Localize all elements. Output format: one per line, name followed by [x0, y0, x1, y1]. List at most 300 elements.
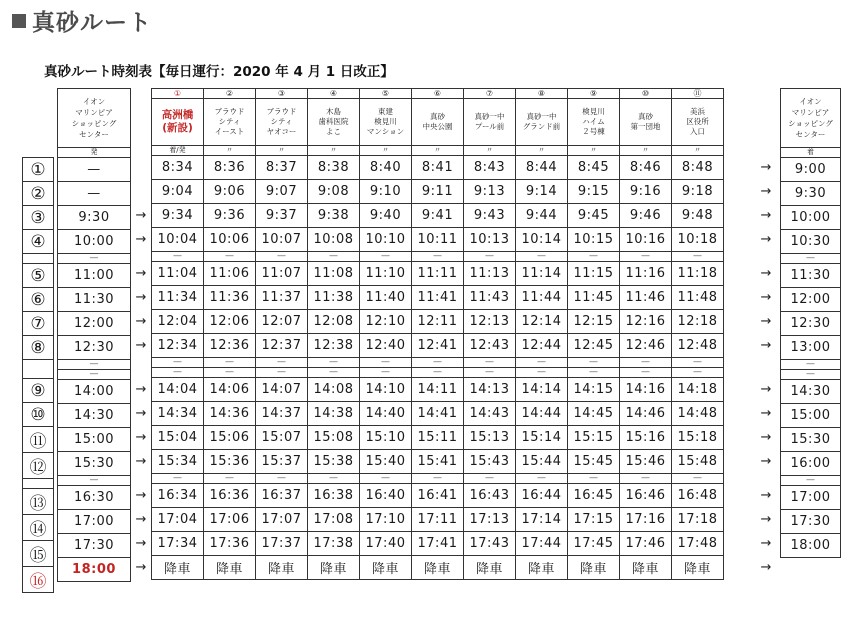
stop-name: 美浜 区役所 入口	[672, 99, 724, 146]
separator-cell: —	[781, 476, 841, 486]
time-cell: 14:45	[568, 402, 620, 426]
time-cell: 12:16	[620, 310, 672, 334]
separator-row	[152, 368, 724, 378]
time-cell: 9:15	[568, 180, 620, 204]
stop-note: 〃	[464, 146, 516, 156]
arrow-to-arrival: →	[760, 536, 772, 551]
departure-note-row	[58, 148, 131, 158]
departure-row	[58, 510, 131, 534]
time-cell: 12:37	[256, 334, 308, 358]
time-cell: 12:44	[516, 334, 568, 358]
stop-name: ブラウド シティ イースト	[204, 99, 256, 146]
stop-note: 〃	[568, 146, 620, 156]
time-cell: 11:46	[620, 286, 672, 310]
departure-time: 17:00	[58, 510, 131, 534]
time-cell: 12:41	[412, 334, 464, 358]
time-cell: 14:37	[256, 402, 308, 426]
time-cell: 15:07	[256, 426, 308, 450]
arrival-time: 9:00	[781, 158, 841, 182]
separator-cell: —	[256, 252, 308, 262]
stop-note: 〃	[360, 146, 412, 156]
time-cell: 15:16	[620, 426, 672, 450]
arrow-to-arrival: →	[760, 406, 772, 421]
time-cell: 11:15	[568, 262, 620, 286]
trip-number-gap	[23, 360, 54, 370]
time-cell: 11:10	[360, 262, 412, 286]
stop-number-row	[152, 89, 724, 99]
time-cell: 降車	[516, 556, 568, 580]
time-cell: 降車	[568, 556, 620, 580]
stop-number: ①	[152, 89, 204, 99]
separator-cell: —	[672, 358, 724, 368]
stop-note: 〃	[204, 146, 256, 156]
time-cell: 17:04	[152, 508, 204, 532]
separator-cell: —	[360, 474, 412, 484]
time-cell: 9:48	[672, 204, 724, 228]
time-cell: 17:46	[620, 532, 672, 556]
trip-number: ⑤	[23, 264, 54, 288]
separator-cell: —	[464, 368, 516, 378]
time-cell: 11:38	[308, 286, 360, 310]
time-cell: 8:43	[464, 156, 516, 180]
trip-number-row	[23, 206, 54, 230]
trip-row	[152, 228, 724, 252]
time-cell: 10:15	[568, 228, 620, 252]
separator-cell: —	[516, 474, 568, 484]
arrival-name-row	[781, 89, 841, 148]
time-cell: 16:37	[256, 484, 308, 508]
time-cell: 15:15	[568, 426, 620, 450]
arrow-to-arrival: →	[760, 160, 772, 175]
trip-number: ④	[23, 230, 54, 254]
time-cell: 15:14	[516, 426, 568, 450]
time-cell: 11:04	[152, 262, 204, 286]
departure-row	[58, 336, 131, 360]
time-cell: 17:13	[464, 508, 516, 532]
time-cell: 降車	[256, 556, 308, 580]
time-cell: 11:36	[204, 286, 256, 310]
trip-number-row	[23, 489, 54, 515]
departure-time: 15:30	[58, 452, 131, 476]
stop-name: 真砂 第一団地	[620, 99, 672, 146]
time-cell: 12:38	[308, 334, 360, 358]
square-bullet-icon	[12, 14, 26, 28]
separator-cell: —	[256, 368, 308, 378]
separator-cell: —	[672, 368, 724, 378]
trip-number-gap	[23, 369, 54, 379]
time-cell: 17:15	[568, 508, 620, 532]
time-cell: 8:48	[672, 156, 724, 180]
separator-cell: —	[568, 252, 620, 262]
departure-row	[58, 288, 131, 312]
trip-row	[152, 378, 724, 402]
time-cell: 14:07	[256, 378, 308, 402]
separator-cell: —	[256, 358, 308, 368]
arrival-time: 10:00	[781, 206, 841, 230]
time-cell: 8:41	[412, 156, 464, 180]
separator-cell: —	[204, 358, 256, 368]
time-cell: 12:13	[464, 310, 516, 334]
departure-row	[58, 206, 131, 230]
time-cell: 14:38	[308, 402, 360, 426]
arrival-time: 15:00	[781, 404, 841, 428]
trip-number: ③	[23, 206, 54, 230]
time-cell: 11:18	[672, 262, 724, 286]
time-cell: 14:15	[568, 378, 620, 402]
arrival-time: 17:30	[781, 510, 841, 534]
trip-row	[152, 204, 724, 228]
stop-number: ③	[256, 89, 308, 99]
arrow-to-arrival: →	[760, 382, 772, 397]
arrival-time: 18:00	[781, 534, 841, 558]
arrow-after-last-stop: →	[760, 560, 772, 575]
separator-cell: —	[516, 252, 568, 262]
time-cell: 10:13	[464, 228, 516, 252]
departure-time: 9:30	[58, 206, 131, 230]
arrival-row	[781, 158, 841, 182]
trip-number: ⑭	[23, 515, 54, 541]
trip-number: ⑯	[23, 567, 54, 593]
departure-time: 12:30	[58, 336, 131, 360]
time-cell: 14:11	[412, 378, 464, 402]
trip-number-row	[23, 515, 54, 541]
arrow-to-first-stop: →	[135, 430, 147, 445]
time-cell: 9:16	[620, 180, 672, 204]
arrival-row	[781, 558, 841, 582]
separator-row	[58, 254, 131, 264]
trip-number-row	[23, 288, 54, 312]
time-cell: 15:44	[516, 450, 568, 474]
stop-name: 木島 歯科医院 よこ	[308, 99, 360, 146]
trip-row	[152, 180, 724, 204]
time-cell: 12:34	[152, 334, 204, 358]
departure-time: —	[58, 182, 131, 206]
time-cell: 12:07	[256, 310, 308, 334]
trip-number-gap	[23, 254, 54, 264]
separator-cell: —	[308, 368, 360, 378]
separator-cell: —	[152, 358, 204, 368]
separator-row	[781, 370, 841, 380]
time-cell: 11:06	[204, 262, 256, 286]
arrival-time: 16:00	[781, 452, 841, 476]
stop-note: 〃	[620, 146, 672, 156]
arrow-to-first-stop: →	[135, 488, 147, 503]
time-cell: 16:46	[620, 484, 672, 508]
time-cell: 14:06	[204, 378, 256, 402]
separator-row	[152, 474, 724, 484]
departure-row	[58, 404, 131, 428]
separator-cell: —	[464, 252, 516, 262]
time-cell: 降車	[464, 556, 516, 580]
time-cell: 10:08	[308, 228, 360, 252]
arrow-to-first-stop: →	[135, 314, 147, 329]
arrow-to-first-stop: →	[135, 560, 147, 575]
departure-time: —	[58, 158, 131, 182]
time-cell: 降車	[412, 556, 464, 580]
time-cell: 16:36	[204, 484, 256, 508]
trip-row	[152, 334, 724, 358]
departure-row	[58, 380, 131, 404]
time-cell: 9:46	[620, 204, 672, 228]
separator-cell: —	[256, 474, 308, 484]
stop-name: 真砂一中 グランド前	[516, 99, 568, 146]
time-cell: 14:36	[204, 402, 256, 426]
separator-cell: —	[58, 370, 131, 380]
time-cell: 14:43	[464, 402, 516, 426]
separator-cell: —	[568, 474, 620, 484]
departure-row	[58, 452, 131, 476]
time-cell: 10:18	[672, 228, 724, 252]
separator-row	[152, 252, 724, 262]
time-cell: 9:41	[412, 204, 464, 228]
separator-cell: —	[620, 252, 672, 262]
time-cell: 10:14	[516, 228, 568, 252]
time-cell: 16:48	[672, 484, 724, 508]
departure-time: 16:30	[58, 486, 131, 510]
separator-row	[152, 358, 724, 368]
departure-time: 14:00	[58, 380, 131, 404]
time-cell: 9:11	[412, 180, 464, 204]
separator-cell: —	[58, 254, 131, 264]
time-cell: 15:34	[152, 450, 204, 474]
arrival-row	[781, 336, 841, 360]
time-cell: 17:06	[204, 508, 256, 532]
stop-number: ⑥	[412, 89, 464, 99]
time-cell: 14:46	[620, 402, 672, 426]
time-cell: 17:14	[516, 508, 568, 532]
stop-name: 高洲橋 (新設)	[152, 99, 204, 146]
stop-number: ②	[204, 89, 256, 99]
trip-number: ⑦	[23, 312, 54, 336]
time-cell: 17:45	[568, 532, 620, 556]
departure-time: 18:00	[58, 558, 131, 582]
arrow-to-first-stop: →	[135, 406, 147, 421]
separator-cell: —	[781, 254, 841, 264]
time-cell: 12:15	[568, 310, 620, 334]
separator-row	[58, 476, 131, 486]
time-cell: 9:04	[152, 180, 204, 204]
time-cell: 15:11	[412, 426, 464, 450]
departure-column	[57, 88, 131, 582]
time-cell: 11:45	[568, 286, 620, 310]
stop-note: 〃	[672, 146, 724, 156]
trip-row	[152, 262, 724, 286]
arrow-to-arrival: →	[760, 512, 772, 527]
arrival-time: 10:30	[781, 230, 841, 254]
arrival-row	[781, 404, 841, 428]
time-cell: 14:34	[152, 402, 204, 426]
time-cell: 11:43	[464, 286, 516, 310]
separator-cell: —	[672, 474, 724, 484]
time-cell: 9:10	[360, 180, 412, 204]
time-cell: 15:46	[620, 450, 672, 474]
time-cell: 12:45	[568, 334, 620, 358]
separator-cell: —	[516, 358, 568, 368]
trip-row	[152, 426, 724, 450]
time-cell: 14:18	[672, 378, 724, 402]
time-cell: 14:14	[516, 378, 568, 402]
time-cell: 17:48	[672, 532, 724, 556]
time-cell: 12:10	[360, 310, 412, 334]
trip-number-row	[23, 336, 54, 360]
trip-row	[152, 286, 724, 310]
departure-row	[58, 534, 131, 558]
separator-row	[58, 360, 131, 370]
trip-number-row	[23, 379, 54, 403]
stop-note: 着/発	[152, 146, 204, 156]
time-cell: 11:13	[464, 262, 516, 286]
time-cell: 12:48	[672, 334, 724, 358]
separator-cell: —	[781, 360, 841, 370]
trip-number-row	[23, 182, 54, 206]
stop-name: 東建 検見川 マンション	[360, 99, 412, 146]
arrival-row	[781, 230, 841, 254]
departure-name: イオン マリンピア ショッピング センター	[58, 89, 131, 148]
time-cell: 降車	[672, 556, 724, 580]
separator-cell: —	[204, 252, 256, 262]
stop-number: ⑤	[360, 89, 412, 99]
time-cell: 9:40	[360, 204, 412, 228]
time-cell: 11:11	[412, 262, 464, 286]
arrow-to-first-stop: →	[135, 266, 147, 281]
time-cell: 12:46	[620, 334, 672, 358]
arrival-time: 15:30	[781, 428, 841, 452]
trip-number-column	[22, 157, 54, 593]
time-cell: 15:04	[152, 426, 204, 450]
separator-cell: —	[360, 252, 412, 262]
time-cell: 14:16	[620, 378, 672, 402]
trip-number: ⑧	[23, 336, 54, 360]
time-cell: 14:48	[672, 402, 724, 426]
arrow-to-arrival: →	[760, 338, 772, 353]
trip-number: ②	[23, 182, 54, 206]
time-cell: 14:44	[516, 402, 568, 426]
time-cell: 降車	[308, 556, 360, 580]
separator-cell: —	[308, 252, 360, 262]
stop-number: ⑦	[464, 89, 516, 99]
arrival-row	[781, 264, 841, 288]
time-cell: 12:04	[152, 310, 204, 334]
separator-cell: —	[412, 474, 464, 484]
time-cell: 15:43	[464, 450, 516, 474]
time-cell: 11:07	[256, 262, 308, 286]
time-cell: 9:37	[256, 204, 308, 228]
time-cell: 11:37	[256, 286, 308, 310]
arrival-time: 12:30	[781, 312, 841, 336]
trip-number-gap-cell	[23, 479, 54, 489]
separator-cell: —	[672, 252, 724, 262]
time-cell: 9:14	[516, 180, 568, 204]
time-cell: 17:40	[360, 532, 412, 556]
time-cell: 14:41	[412, 402, 464, 426]
arrival-time: 12:00	[781, 288, 841, 312]
stop-note: 〃	[412, 146, 464, 156]
time-cell: 8:45	[568, 156, 620, 180]
separator-cell: —	[412, 358, 464, 368]
time-cell: 8:36	[204, 156, 256, 180]
stop-number: ⑪	[672, 89, 724, 99]
separator-cell: —	[620, 474, 672, 484]
time-cell: 11:08	[308, 262, 360, 286]
trip-number-row	[23, 541, 54, 567]
departure-row	[58, 182, 131, 206]
arrival-row	[781, 534, 841, 558]
time-cell: 8:44	[516, 156, 568, 180]
time-cell: 10:06	[204, 228, 256, 252]
trip-number-row	[23, 264, 54, 288]
trip-number-row	[23, 453, 54, 479]
trip-number: ⑬	[23, 489, 54, 515]
time-cell: 10:04	[152, 228, 204, 252]
time-cell: 12:43	[464, 334, 516, 358]
stop-name: 真砂一中 プール前	[464, 99, 516, 146]
time-cell: 9:08	[308, 180, 360, 204]
separator-cell: —	[464, 358, 516, 368]
time-cell: 15:08	[308, 426, 360, 450]
separator-cell: —	[516, 368, 568, 378]
time-cell: 15:37	[256, 450, 308, 474]
arrival-row	[781, 380, 841, 404]
arrow-to-arrival: →	[760, 488, 772, 503]
arrow-to-arrival: →	[760, 232, 772, 247]
time-cell: 9:44	[516, 204, 568, 228]
time-cell: 12:11	[412, 310, 464, 334]
trip-row	[152, 310, 724, 334]
arrival-time: 11:30	[781, 264, 841, 288]
stop-number: ⑧	[516, 89, 568, 99]
time-cell: 17:38	[308, 532, 360, 556]
time-cell: 17:36	[204, 532, 256, 556]
trip-number: ⑫	[23, 453, 54, 479]
time-cell: 17:10	[360, 508, 412, 532]
page-title	[12, 4, 152, 37]
arrival-time: 9:30	[781, 182, 841, 206]
time-cell: 17:43	[464, 532, 516, 556]
time-cell: 17:07	[256, 508, 308, 532]
trip-number: ⑮	[23, 541, 54, 567]
arrival-name: イオン マリンピア ショッピング センター	[781, 89, 841, 148]
time-cell: 15:48	[672, 450, 724, 474]
arrival-time: 14:30	[781, 380, 841, 404]
time-cell: 8:40	[360, 156, 412, 180]
time-cell: 15:36	[204, 450, 256, 474]
trip-number-row	[23, 158, 54, 182]
time-cell: 12:14	[516, 310, 568, 334]
time-cell: 降車	[204, 556, 256, 580]
time-cell: 8:34	[152, 156, 204, 180]
trip-row	[152, 450, 724, 474]
arrow-to-arrival: →	[760, 266, 772, 281]
separator-cell: —	[464, 474, 516, 484]
stops-timetable	[151, 88, 724, 580]
trip-row	[152, 532, 724, 556]
time-cell: 10:11	[412, 228, 464, 252]
departure-time: 10:00	[58, 230, 131, 254]
time-cell: 11:40	[360, 286, 412, 310]
arrow-to-first-stop: →	[135, 338, 147, 353]
separator-row	[58, 370, 131, 380]
arrow-to-arrival: →	[760, 430, 772, 445]
time-cell: 降車	[360, 556, 412, 580]
time-cell: 9:07	[256, 180, 308, 204]
time-cell: 17:41	[412, 532, 464, 556]
trip-number: ①	[23, 158, 54, 182]
time-cell: 16:40	[360, 484, 412, 508]
time-cell: 15:18	[672, 426, 724, 450]
departure-note: 発	[58, 148, 131, 158]
time-cell: 16:45	[568, 484, 620, 508]
arrival-row	[781, 510, 841, 534]
